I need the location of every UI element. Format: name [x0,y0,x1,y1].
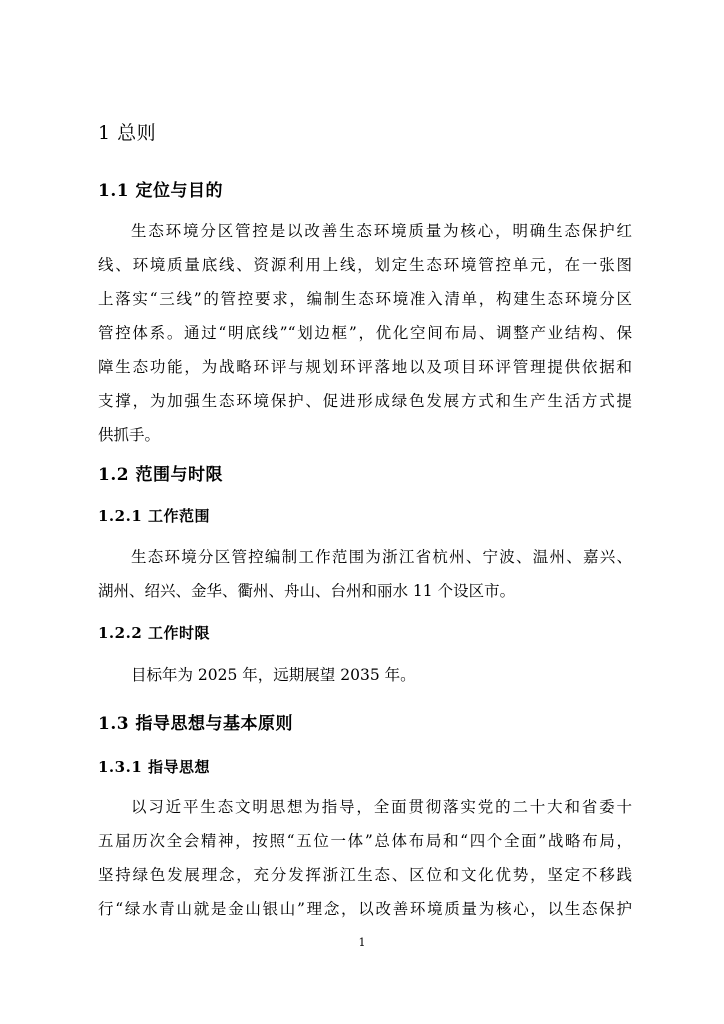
paragraph-line: 上落实“三线”的管控要求，编制生态环境准入清单，构建生态环境分区 [98,290,632,308]
paragraph-line: 生态环境分区管控是以改善生态环境质量为核心，明确生态保护红 [131,222,632,240]
paragraph-line: 五届历次全会精神，按照“五位一体”总体布局和“四个全面”战略布局， [98,832,632,850]
section-heading-1-1: 1.1 定位与目的 [98,181,223,201]
subsection-heading-1-2-2: 1.2.2 工作时限 [98,624,210,642]
subsection-heading-1-2-1: 1.2.1 工作范围 [98,507,210,525]
paragraph-line: 目标年为 2025 年，远期展望 2035 年。 [131,666,416,684]
paragraph-line: 生态环境分区管控编制工作范围为浙江省杭州、宁波、温州、嘉兴、 [131,548,632,566]
paragraph-line: 湖州、绍兴、金华、衢州、舟山、台州和丽水 11 个设区市。 [98,582,516,600]
paragraph-1-2-1 [98,540,632,608]
subsection-heading-1-3-1: 1.3.1 指导思想 [98,758,210,776]
section-heading-1-2: 1.2 范围与时限 [98,465,223,485]
paragraph-1-3-1 [98,790,632,926]
paragraph-line: 行“绿水青山就是金山银山”理念，以改善环境质量为核心，以生态保护 [98,900,632,918]
paragraph-line: 支撑，为加强生态环境保护、促进形成绿色发展方式和生产生活方式提 [98,392,632,410]
paragraph-line: 管控体系。通过“明底线”“划边框”，优化空间布局、调整产业结构、保 [98,324,632,342]
paragraph-line: 供抓手。 [98,426,161,444]
paragraph-1-1 [98,214,632,452]
paragraph-line: 坚持绿色发展理念，充分发挥浙江生态、区位和文化优势，坚定不移践 [98,866,632,884]
paragraph-line: 以习近平生态文明思想为指导，全面贯彻落实党的二十大和省委十 [131,798,632,816]
paragraph-1-2-2 [98,658,632,692]
chapter-heading: 1 总则 [98,122,157,144]
paragraph-line: 障生态功能，为战略环评与规划环评落地以及项目环评管理提供依据和 [98,358,632,376]
paragraph-line: 线、环境质量底线、资源利用上线，划定生态环境管控单元，在一张图 [98,256,632,274]
page-number: 1 [358,936,366,949]
section-heading-1-3: 1.3 指导思想与基本原则 [98,714,293,734]
